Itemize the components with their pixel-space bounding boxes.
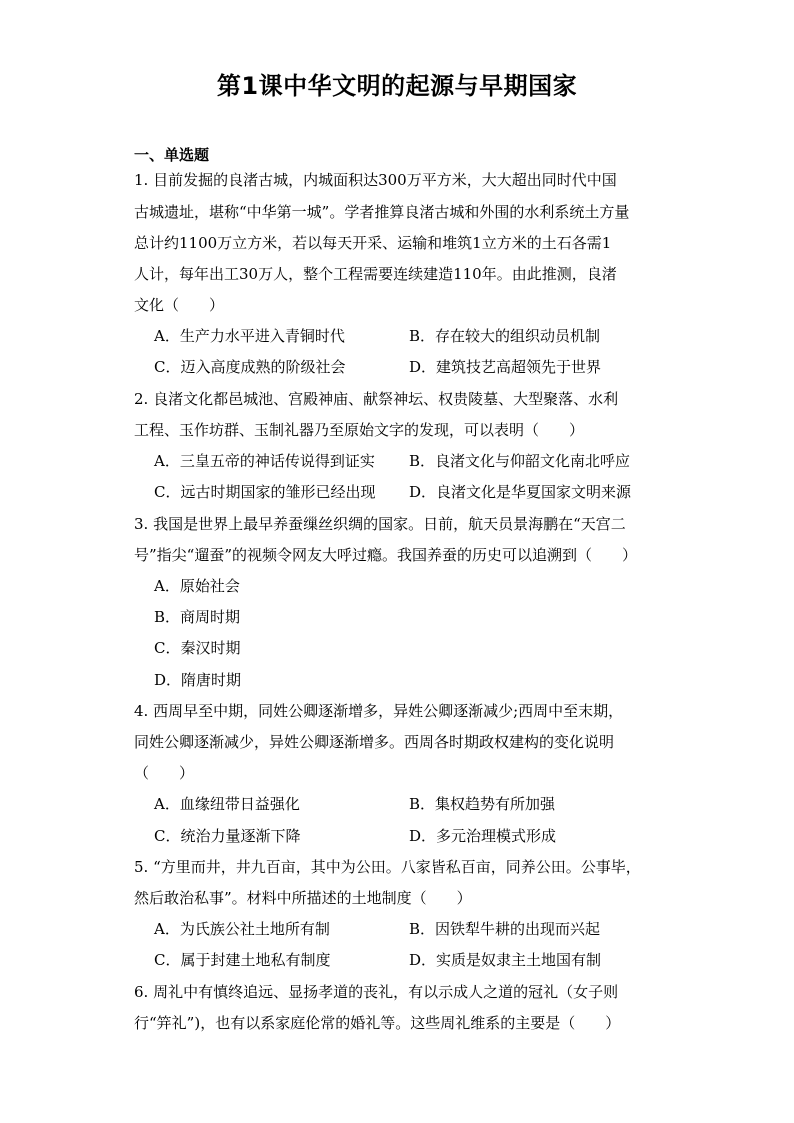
question-5-option-b: B．因铁犁牛耕的出现而兴起 xyxy=(409,920,601,938)
question-4-option-c: C．统治力量逐渐下降 xyxy=(154,827,301,845)
question-3-option-a: A．原始社会 xyxy=(154,577,240,595)
question-1-line-5: 文化（ ） xyxy=(134,296,225,314)
question-1-line-4: 人计，每年出工30万人，整个工程需要连续建造110年。由此推测，良渚 xyxy=(134,265,617,283)
question-1-option-d: D．建筑技艺高超领先于世界 xyxy=(409,358,602,376)
question-1-line-1: 1. 目前发掘的良渚古城，内城面积达300万平方米，大大超出同时代中国 xyxy=(134,171,617,189)
question-4-line-1: 4. 西周早至中期，同姓公卿逐渐增多，异姓公卿逐渐减少;西周中至末期， xyxy=(134,702,624,720)
question-6-line-1: 6. 周礼中有慎终追远、显扬孝道的丧礼，有以示成人之道的冠礼（女子则 xyxy=(134,983,619,1001)
question-1-line-3: 总计约1100万立方米，若以每天开采、运输和堆筑1立方米的土石各需1 xyxy=(134,234,612,252)
section-heading: 一、单选题 xyxy=(134,146,210,164)
page-title: 第1课中华文明的起源与早期国家 xyxy=(216,72,578,100)
question-5-line-2: 然后敢治私事”。材料中所描述的土地制度（ ） xyxy=(134,889,472,907)
question-1-option-a: A．生产力水平进入青铜时代 xyxy=(154,327,345,345)
question-3-option-c: C．秦汉时期 xyxy=(154,639,241,657)
question-3-option-d: D．隋唐时期 xyxy=(154,671,242,689)
question-4-line-3: （ ） xyxy=(134,764,195,782)
question-3-line-1: 3. 我国是世界上最早养蚕缫丝织绸的国家。日前，航天员景海鹏在“天宫二 xyxy=(134,515,626,533)
question-2-option-a: A．三皇五帝的神话传说得到证实 xyxy=(154,452,375,470)
question-3-line-2: 号”指尖“遛蚕”的视频令网友大呼过瘾。我国养蚕的历史可以追溯到（ ） xyxy=(134,546,638,564)
question-5-option-a: A．为氏族公社土地所有制 xyxy=(154,920,330,938)
question-1-option-b: B．存在较大的组织动员机制 xyxy=(409,327,601,345)
question-2-option-c: C．远古时期国家的雏形已经出现 xyxy=(154,483,376,501)
question-1-option-c: C．迈入高度成熟的阶级社会 xyxy=(154,358,346,376)
question-4-option-d: D．多元治理模式形成 xyxy=(409,827,557,845)
question-3-option-b: B．商周时期 xyxy=(154,608,241,626)
question-2-option-d: D．良渚文化是华夏国家文明来源 xyxy=(409,483,632,501)
question-2-line-2: 工程、玉作坊群、玉制礼器乃至原始文字的发现，可以表明（ ） xyxy=(134,421,585,439)
question-4-line-2: 同姓公卿逐渐减少，异姓公卿逐渐增多。西周各时期政权建构的变化说明 xyxy=(134,733,615,751)
question-4-option-b: B．集权趋势有所加强 xyxy=(409,795,556,813)
question-5-option-d: D．实质是奴隶主土地国有制 xyxy=(409,951,602,969)
question-5-line-1: 5. “方里而井，井九百亩，其中为公田。八家皆私百亩，同养公田。公事毕， xyxy=(134,858,641,876)
question-2-option-b: B．良渚文化与仰韶文化南北呼应 xyxy=(409,452,631,470)
question-2-line-1: 2. 良渚文化都邑城池、宫殿神庙、献祭神坛、权贵陵墓、大型聚落、水利 xyxy=(134,390,619,408)
question-5-option-c: C．属于封建土地私有制度 xyxy=(154,951,331,969)
question-6-line-2: 行“笄礼”)，也有以系家庭伦常的婚礼等。这些周礼维系的主要是（ ） xyxy=(134,1014,621,1032)
question-4-option-a: A．血缘纽带日益强化 xyxy=(154,795,300,813)
question-1-line-2: 古城遗址，堪称“中华第一城”。学者推算良渚古城和外围的水利系统土方量 xyxy=(134,203,630,221)
